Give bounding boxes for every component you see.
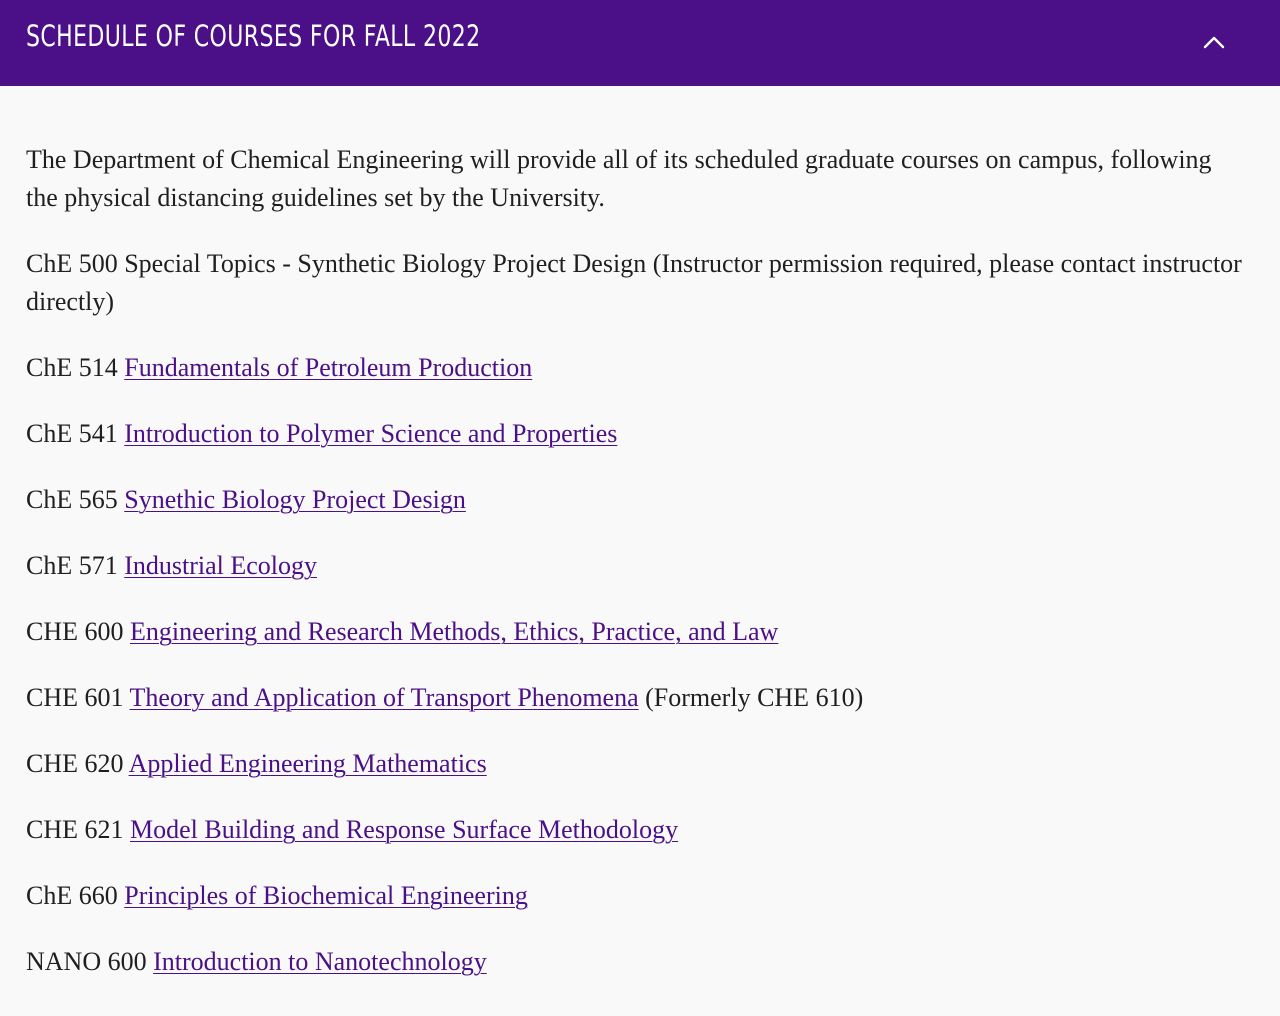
chevron-up-icon[interactable] — [1200, 28, 1228, 56]
course-item — [26, 547, 1246, 585]
course-item — [26, 613, 1246, 651]
course-link[interactable]: Introduction to Polymer Science and Properties — [124, 419, 618, 448]
course-link[interactable]: Fundamentals of Petroleum Production — [124, 353, 533, 382]
course-note: (Formerly CHE 610) — [645, 683, 864, 712]
course-item — [26, 349, 1246, 387]
course-item — [26, 415, 1246, 453]
course-link[interactable]: Principles of Biochemical Engineering — [124, 881, 528, 910]
intro-paragraph: The Department of Chemical Engineering will provide all of its scheduled graduate courses on campus, following the physical distancing guidelines set by the University. — [26, 145, 1212, 212]
special-topic-paragraph: ChE 500 Special Topics - Synthetic Biology Project Design (Instructor permission required, please contact instructor directly) — [26, 249, 1242, 316]
course-code: ChE 565 — [26, 485, 118, 514]
section-content — [26, 141, 1246, 1009]
course-code: ChE 541 — [26, 419, 118, 448]
course-link[interactable]: Theory and Application of Transport Phenomena — [129, 683, 639, 712]
course-link[interactable]: Synethic Biology Project Design — [124, 485, 466, 514]
course-code: ChE 571 — [26, 551, 118, 580]
course-code: CHE 600 — [26, 617, 124, 646]
course-link[interactable]: Model Building and Response Surface Methodology — [130, 815, 679, 844]
course-item — [26, 679, 1246, 717]
course-item — [26, 811, 1246, 849]
course-link[interactable]: Applied Engineering Mathematics — [128, 749, 487, 778]
course-code: NANO 600 — [26, 947, 147, 976]
course-code: CHE 601 — [26, 683, 124, 712]
course-item — [26, 877, 1246, 915]
course-item — [26, 745, 1246, 783]
course-code: ChE 660 — [26, 881, 118, 910]
course-link[interactable]: Introduction to Nanotechnology — [153, 947, 487, 976]
course-code: ChE 514 — [26, 353, 118, 382]
course-item — [26, 481, 1246, 519]
accordion-header[interactable] — [0, 0, 1280, 86]
course-link[interactable]: Industrial Ecology — [124, 551, 318, 580]
course-code: CHE 620 — [26, 749, 124, 778]
section-title: SCHEDULE OF COURSES FOR FALL 2022 — [26, 19, 481, 53]
course-item — [26, 943, 1246, 981]
course-code: CHE 621 — [26, 815, 124, 844]
course-link[interactable]: Engineering and Research Methods, Ethics, Practice, and Law — [130, 617, 779, 646]
